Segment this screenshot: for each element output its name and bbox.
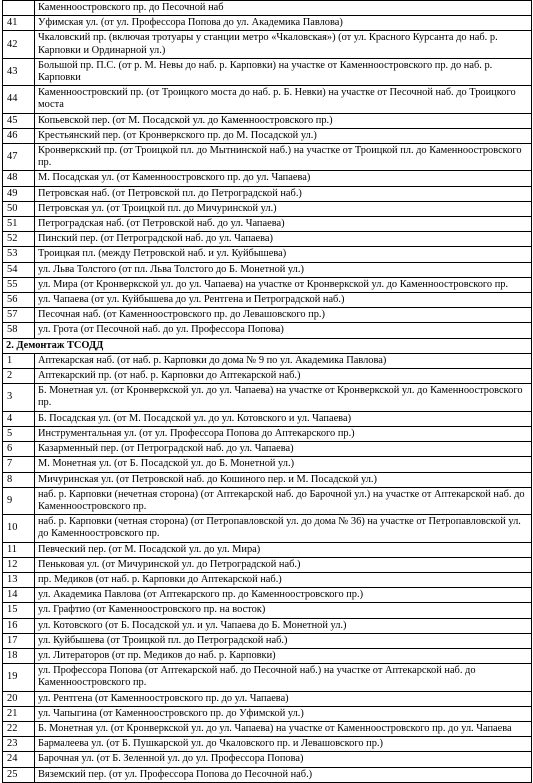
row-street-description: ул. Куйбышева (от Троицкой пл. до Петроградской наб.) (35, 633, 532, 648)
section-title: 2. Демонтаж ТСОДД (3, 338, 532, 353)
row-number: 53 (3, 247, 35, 262)
row-number: 48 (3, 171, 35, 186)
table-row (3, 457, 532, 472)
row-number: 44 (3, 86, 35, 113)
row-number: 25 (3, 767, 35, 782)
row-number: 2 (3, 369, 35, 384)
row-number: 4 (3, 411, 35, 426)
row-street-description: Крестьянский пер. (от Кронверкского пр. до М. Посадской ул.) (35, 128, 532, 143)
row-number: 9 (3, 487, 35, 514)
row-number: 7 (3, 457, 35, 472)
row-number: 16 (3, 618, 35, 633)
row-street-description: Чкаловский пр. (включая тротуары у станции метро «Чкаловская») (от ул. Красного Курсанта до наб. р. Карповки и Ординарной ул.) (35, 31, 532, 58)
row-street-description: Троицкая пл. (между Петровской наб. и ул. Куйбышева) (35, 247, 532, 262)
table-row (3, 201, 532, 216)
row-street-description: Петровская ул. (от Троицкой пл. до Мичуринской ул.) (35, 201, 532, 216)
row-street-description: Мичуринская ул. (от Петровской наб. до Кошиного пер. и М. Посадской ул.) (35, 472, 532, 487)
table-row (3, 664, 532, 691)
row-number: 41 (3, 16, 35, 31)
table-row (3, 588, 532, 603)
row-street-description: Вяземский пер. (от ул. Профессора Попова до Песочной наб.) (35, 767, 532, 782)
row-street-description: Петроградская наб. (от Петровской наб. до ул. Чапаева) (35, 217, 532, 232)
table-row (3, 472, 532, 487)
row-number: 5 (3, 426, 35, 441)
row-street-description: Казарменный пер. (от Петроградской наб. до ул. Чапаева) (35, 442, 532, 457)
row-number: 1 (3, 353, 35, 368)
row-street-description: ул. Литераторов (от пр. Медиков до наб. р. Карповки) (35, 648, 532, 663)
table-row (3, 618, 532, 633)
table-row (3, 247, 532, 262)
row-number: 49 (3, 186, 35, 201)
row-street-description: Аптекарский пр. (от наб. р. Карповки до Аптекарской наб.) (35, 369, 532, 384)
row-number: 11 (3, 542, 35, 557)
row-number: 10 (3, 515, 35, 542)
table-row (3, 384, 532, 411)
table-row (3, 426, 532, 441)
row-number: 23 (3, 737, 35, 752)
row-number: 51 (3, 217, 35, 232)
table-row (3, 369, 532, 384)
row-number: 55 (3, 277, 35, 292)
table-row (3, 323, 532, 338)
row-number: 18 (3, 648, 35, 663)
row-street-description: ул. Льва Толстого (от пл. Льва Толстого до Б. Монетной ул.) (35, 262, 532, 277)
row-street-description: Песочная наб. (от Каменноостровского пр. до Левашовского пр.) (35, 308, 532, 323)
row-street-description: ул. Котовского (от Б. Посадской ул. и ул. Чапаева до Б. Монетной ул.) (35, 618, 532, 633)
row-street-description: Уфимская ул. (от ул. Профессора Попова до ул. Академика Павлова) (35, 16, 532, 31)
table-row (3, 752, 532, 767)
table-row (3, 648, 532, 663)
table-row (3, 721, 532, 736)
table-row (3, 542, 532, 557)
table-row (3, 515, 532, 542)
table-row (3, 293, 532, 308)
row-number: 56 (3, 293, 35, 308)
table-body (3, 1, 532, 783)
row-street-description: ул. Профессора Попова (от Аптекарской наб. до Песочной наб.) на участке от Аптекарской наб. до Каменноостровского пр. (35, 664, 532, 691)
row-number: 54 (3, 262, 35, 277)
row-number: 46 (3, 128, 35, 143)
table-row (3, 557, 532, 572)
row-number: 19 (3, 664, 35, 691)
row-number: 14 (3, 588, 35, 603)
row-street-description: Б. Монетная ул. (от Кронверкской ул. до ул. Чапаева) на участке от Кронверкской ул. до Каменноостровского пр. (35, 384, 532, 411)
row-number: 58 (3, 323, 35, 338)
row-number: 57 (3, 308, 35, 323)
row-number: 20 (3, 691, 35, 706)
table-row (3, 411, 532, 426)
row-number: 6 (3, 442, 35, 457)
row-number (3, 1, 35, 16)
row-number: 8 (3, 472, 35, 487)
row-number: 43 (3, 58, 35, 85)
table-row (3, 31, 532, 58)
table-row (3, 86, 532, 113)
row-street-description: М. Посадская ул. (от Каменноостровского пр. до ул. Чапаева) (35, 171, 532, 186)
street-list-table (2, 0, 532, 783)
row-street-description: Петровская наб. (от Петровской пл. до Петроградской наб.) (35, 186, 532, 201)
row-number: 24 (3, 752, 35, 767)
row-street-description: наб. р. Карповки (нечетная сторона) (от Аптекарской наб. до Барочной ул.) на участке от Аптекарской наб. до Каменноостровского пр. (35, 487, 532, 514)
table-row (3, 217, 532, 232)
row-street-description: Б. Посадская ул. (от М. Посадской ул. до ул. Котовского и ул. Чапаева) (35, 411, 532, 426)
section-header-row (3, 338, 532, 353)
row-street-description: ул. Чапаева (от ул. Куйбышева до ул. Рентгена и Петроградской наб.) (35, 293, 532, 308)
row-street-description: ул. Академика Павлова (от Аптекарского пр. до Каменноостровского пр.) (35, 588, 532, 603)
row-street-description: ул. Графтио (от Каменноостровского пр. на восток) (35, 603, 532, 618)
table-row (3, 186, 532, 201)
row-number: 12 (3, 557, 35, 572)
table-row (3, 277, 532, 292)
table-row (3, 691, 532, 706)
table-row (3, 171, 532, 186)
table-row (3, 487, 532, 514)
table-row (3, 737, 532, 752)
table-row (3, 767, 532, 782)
table-row (3, 232, 532, 247)
table-row (3, 572, 532, 587)
row-street-description: М. Монетная ул. (от Б. Посадской ул. до Б. Монетной ул.) (35, 457, 532, 472)
table-row (3, 633, 532, 648)
row-number: 3 (3, 384, 35, 411)
row-number: 42 (3, 31, 35, 58)
table-row (3, 353, 532, 368)
row-number: 52 (3, 232, 35, 247)
row-number: 21 (3, 706, 35, 721)
row-street-description: ул. Грота (от Песочной наб. до ул. Профессора Попова) (35, 323, 532, 338)
row-street-description: ул. Чапыгина (от Каменноостровского пр. до Уфимской ул.) (35, 706, 532, 721)
table-row (3, 442, 532, 457)
table-row (3, 262, 532, 277)
row-street-description: Каменноостровский пр. (от Троицкого моста до наб. р. Б. Невки) на участке от Песочной наб. до Троицкого моста (35, 86, 532, 113)
row-street-description: Копьевской пер. (от М. Посадской ул. до Каменноостровского пр.) (35, 113, 532, 128)
row-street-description: Каменноостровского пр. до Песочной наб (35, 1, 532, 16)
table-row (3, 603, 532, 618)
row-street-description: Певческий пер. (от М. Посадской ул. до ул. Мира) (35, 542, 532, 557)
table-row (3, 706, 532, 721)
row-street-description: Аптекарская наб. (от наб. р. Карповки до дома № 9 по ул. Академика Павлова) (35, 353, 532, 368)
row-number: 45 (3, 113, 35, 128)
row-number: 17 (3, 633, 35, 648)
row-street-description: Б. Монетная ул. (от Кронверкской ул. до ул. Чапаева) на участке от Каменноостровского пр. до ул. Чапаева (35, 721, 532, 736)
row-street-description: ул. Мира (от Кронверкской ул. до ул. Чапаева) на участке от Кронверкской ул. до Каменноостровского пр. (35, 277, 532, 292)
table-row (3, 308, 532, 323)
row-street-description: Инструментальная ул. (от ул. Профессора Попова до Аптекарского пр.) (35, 426, 532, 441)
table-row (3, 113, 532, 128)
row-number: 22 (3, 721, 35, 736)
row-street-description: пр. Медиков (от наб. р. Карповки до Аптекарской наб.) (35, 572, 532, 587)
table-row (3, 16, 532, 31)
row-street-description: Кронверкский пр. (от Троицкой пл. до Мытнинской наб.) на участке от Троицкой пл. до Каменноостровского пр. (35, 144, 532, 171)
row-street-description: наб. р. Карповки (четная сторона) (от Петропавловской ул. до дома № 36) на участке от Петропавловской ул. до Каменноостровского пр. (35, 515, 532, 542)
row-street-description: Барочная ул. (от Б. Зеленной ул. до ул. Профессора Попова) (35, 752, 532, 767)
row-number: 15 (3, 603, 35, 618)
row-street-description: Пеньковая ул. (от Мичуринской ул. до Петроградской наб.) (35, 557, 532, 572)
row-number: 50 (3, 201, 35, 216)
table-row (3, 58, 532, 85)
table-row (3, 144, 532, 171)
table-row (3, 128, 532, 143)
row-number: 47 (3, 144, 35, 171)
table-row (3, 1, 532, 16)
row-street-description: Бармалеева ул. (от Б. Пушкарской ул. до Чкаловского пр. и Левашовского пр.) (35, 737, 532, 752)
row-number: 13 (3, 572, 35, 587)
row-street-description: Большой пр. П.С. (от р. М. Невы до наб. р. Карповки) на участке от Каменноостровского пр. до наб. р. Карповки (35, 58, 532, 85)
row-street-description: ул. Рентгена (от Каменноостровского пр. до ул. Чапаева) (35, 691, 532, 706)
row-street-description: Пинский пер. (от Петроградской наб. до ул. Чапаева) (35, 232, 532, 247)
